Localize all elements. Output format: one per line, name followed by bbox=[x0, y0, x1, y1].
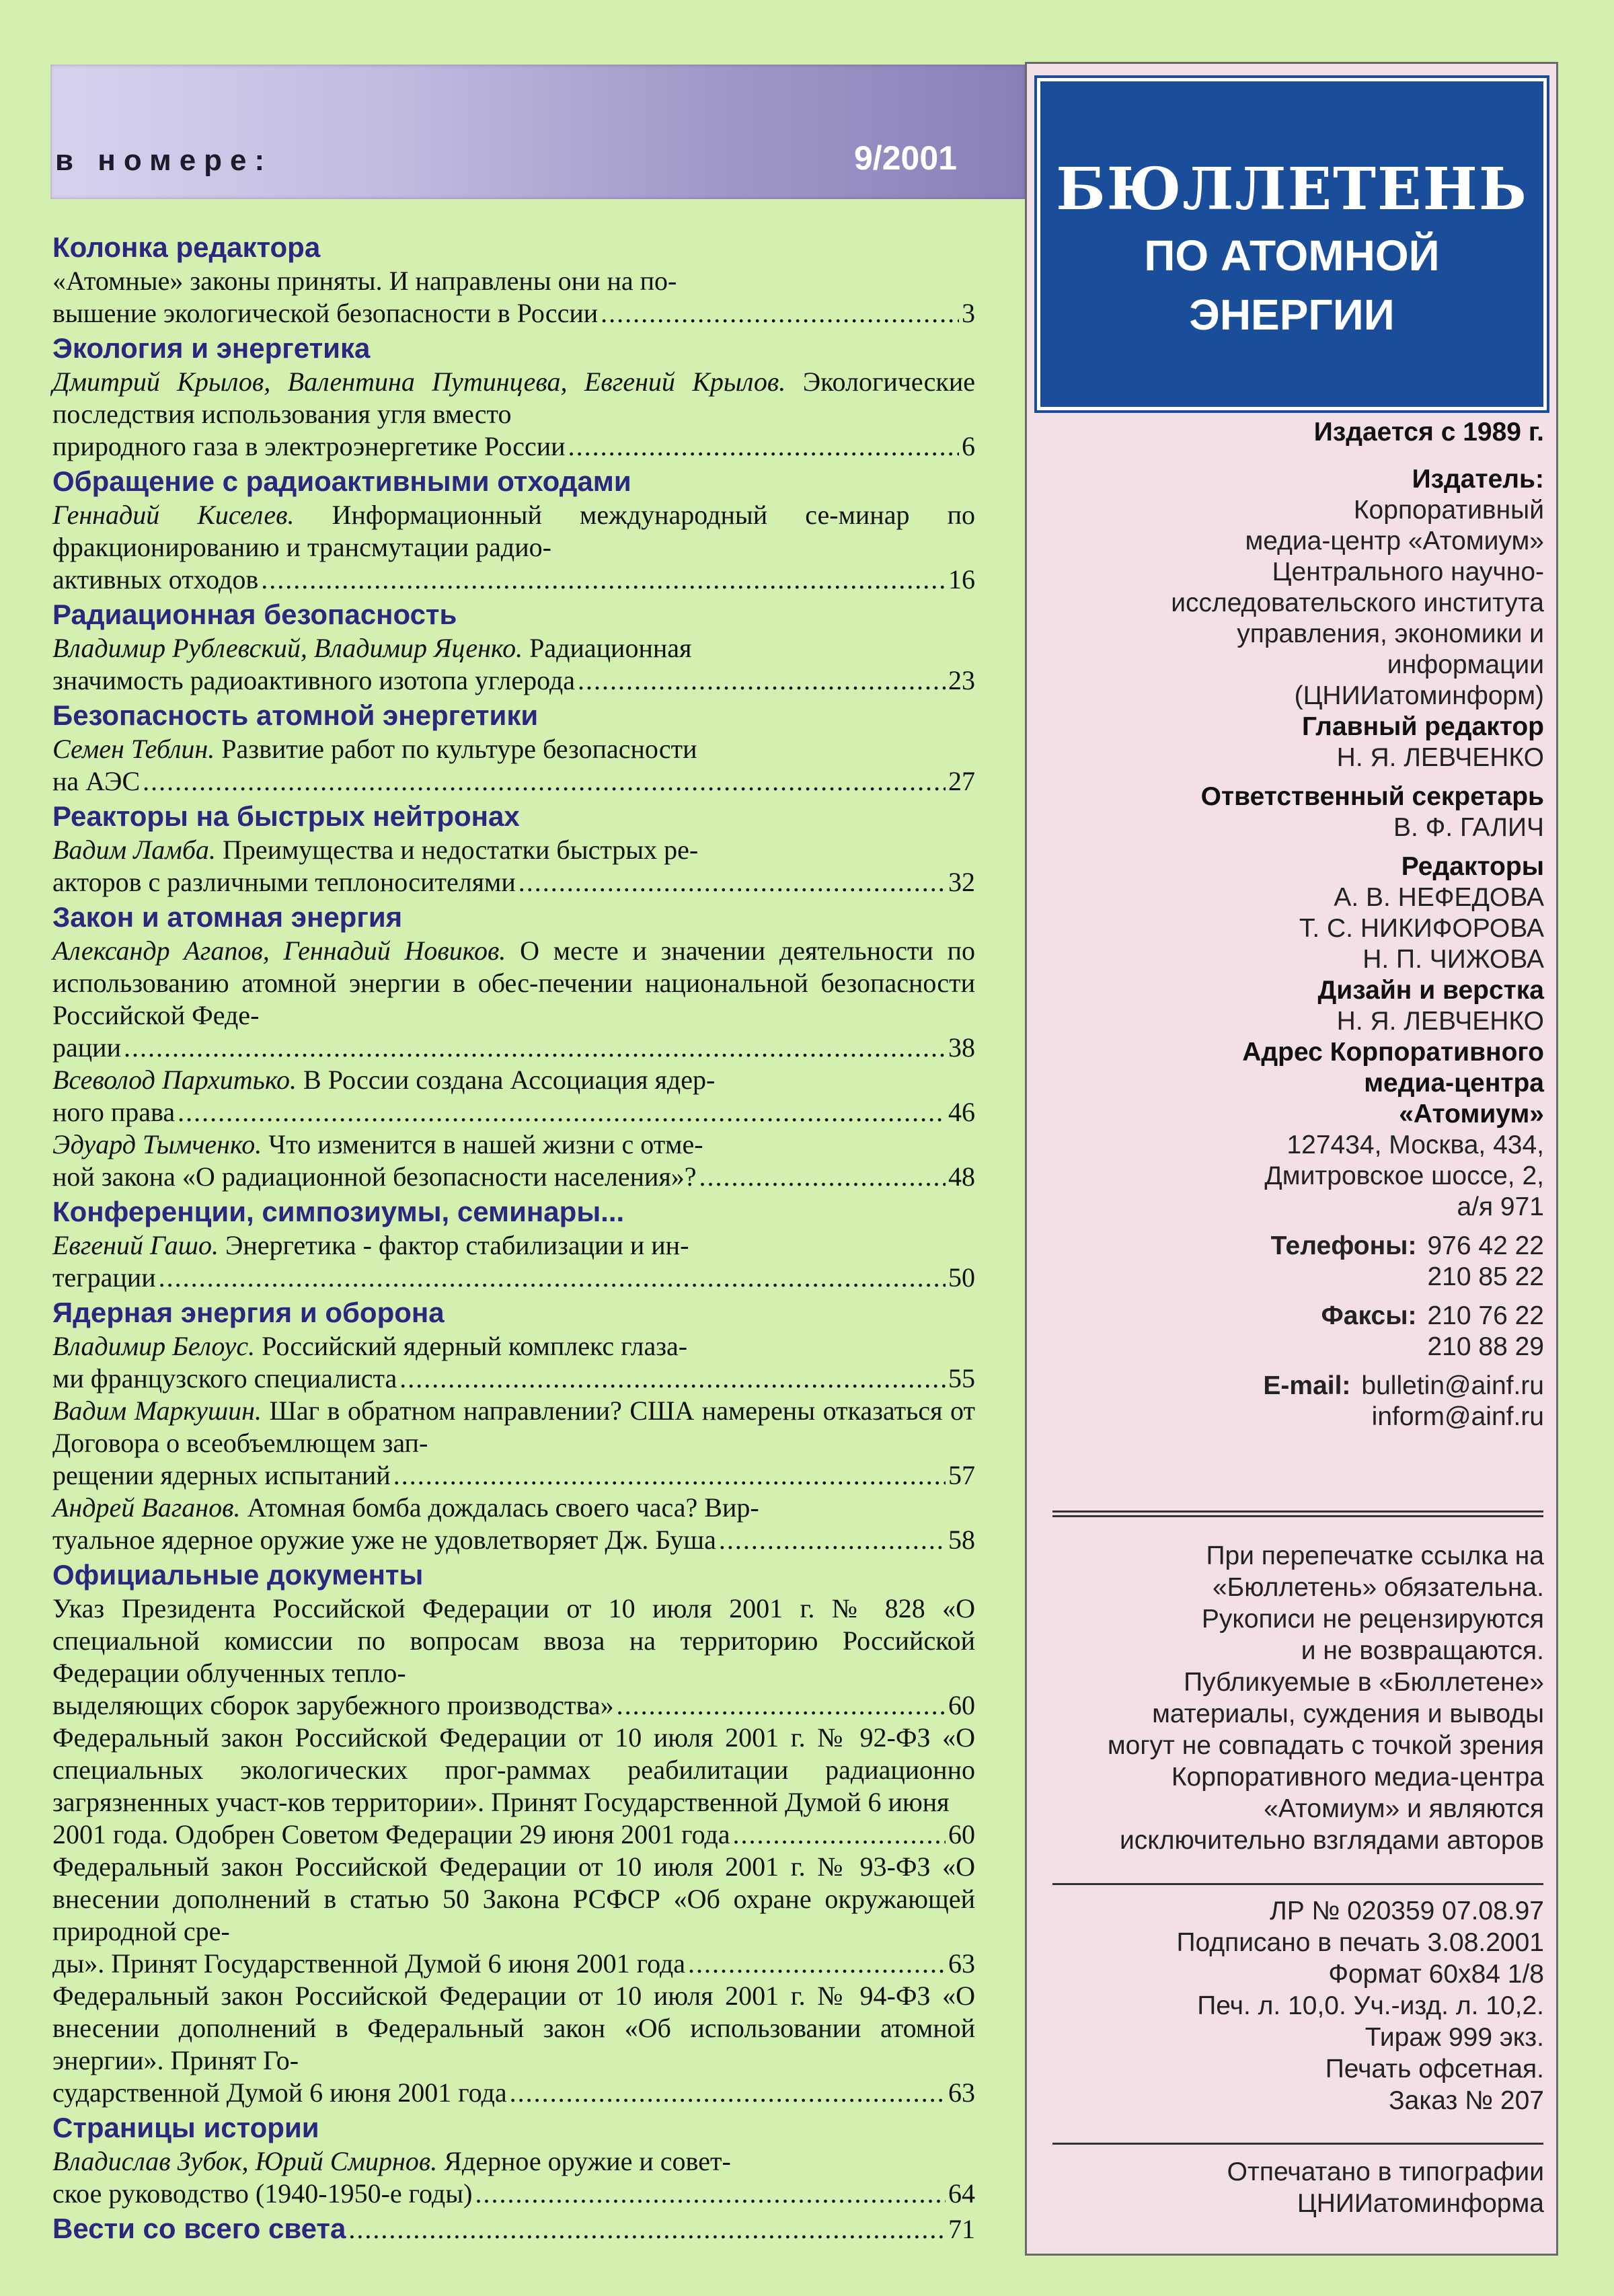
divider bbox=[1052, 1883, 1543, 1885]
note-line: При перепечатке ссылка на bbox=[1206, 1541, 1544, 1570]
toc-entry[interactable] bbox=[52, 834, 975, 898]
imprint bbox=[1029, 1895, 1544, 2116]
imprint-line: ЛР № 020359 07.08.97 bbox=[1270, 1897, 1544, 1925]
phones-label: Телефоны: bbox=[1270, 1231, 1417, 1260]
publisher-line: медиа-центр «Атомиум» bbox=[1245, 527, 1544, 556]
faxes-label: Факсы: bbox=[1321, 1301, 1417, 1330]
entry-authors: Всеволод Пархитько. bbox=[52, 1065, 297, 1095]
section-heading: Официальные документы bbox=[52, 1559, 424, 1591]
entry-title: Ядерное оружие и совет- bbox=[444, 2146, 731, 2176]
toc-entry[interactable] bbox=[52, 1593, 975, 1722]
imprint-line: Подписано в печать 3.08.2001 bbox=[1176, 1928, 1544, 1957]
note-line: «Бюллетень» обязательна. bbox=[1212, 1573, 1544, 1602]
masthead-info bbox=[1036, 417, 1544, 1432]
address-label: медиа-центра bbox=[1364, 1069, 1544, 1098]
section-heading: Вести со всего света bbox=[52, 2213, 346, 2244]
page-number: 63 bbox=[948, 1948, 975, 1979]
toc-entry[interactable] bbox=[52, 1851, 975, 1980]
page-number: 60 bbox=[948, 1819, 975, 1849]
entry-title: Шаг в обратном направлении? США намерены отказаться от Договора о всеобъемлющем зап- bbox=[52, 1395, 976, 1458]
entry-title: Федеральный закон Российской Федерации от 10 июля 2001 г. № 94-ФЗ «О внесении дополнений в Федеральный закон «Об использовании атомной энергии». Принят Го- bbox=[52, 1981, 975, 2075]
section-heading: Конференции, симпозиумы, семинары... bbox=[52, 1196, 625, 1227]
page-number: 27 bbox=[948, 766, 975, 796]
toc-entry[interactable] bbox=[52, 265, 975, 330]
phones bbox=[1036, 1231, 1544, 1293]
section-heading: Колонка редактора bbox=[52, 231, 321, 263]
note-line: исключительно взглядами авторов bbox=[1119, 1826, 1544, 1855]
toc-entry[interactable] bbox=[52, 632, 975, 697]
page-number: 63 bbox=[948, 2077, 975, 2108]
logo-line: БЮЛЛЕТЕНЬ bbox=[1056, 155, 1528, 223]
address-line: 127434, Москва, 434, bbox=[1286, 1131, 1544, 1159]
entry-title-end: ды». Принят Государственной Думой 6 июня 2001 года bbox=[52, 1948, 686, 1979]
entry-authors: Владимир Рублевский, Владимир Яценко. bbox=[52, 633, 523, 663]
toc-entry[interactable] bbox=[52, 2145, 975, 2210]
publisher-line: Корпоративный bbox=[1353, 496, 1544, 525]
toc-entry[interactable] bbox=[52, 935, 975, 1064]
entry-title-end: ское руководство (1940-1950-е годы) bbox=[52, 2178, 473, 2209]
entry-title-end: акторов с различными теплоносителями bbox=[52, 867, 516, 897]
toc-entry[interactable] bbox=[52, 366, 975, 463]
emails bbox=[1036, 1371, 1544, 1402]
page-number: 50 bbox=[948, 1262, 975, 1293]
entry-title-end: активных отходов bbox=[52, 564, 259, 595]
toc-entry[interactable] bbox=[52, 1980, 975, 2109]
page-number: 55 bbox=[948, 1363, 975, 1393]
chief-editor-label: Главный редактор bbox=[1302, 712, 1544, 741]
imprint-line: Печать офсетная. bbox=[1325, 2055, 1544, 2083]
editors-label: Редакторы bbox=[1401, 852, 1544, 881]
page-number: 71 bbox=[948, 2214, 975, 2244]
entry-authors: Александр Агапов, Геннадий Новиков. bbox=[52, 935, 506, 966]
entry-title: Что изменится в нашей жизни с отме- bbox=[268, 1129, 703, 1159]
toc-entry[interactable] bbox=[52, 1128, 975, 1193]
entry-authors: Эдуард Тымченко. bbox=[52, 1129, 262, 1159]
logo-line: ПО АТОМНОЙ bbox=[1144, 231, 1440, 280]
chief-editor: Н. Я. ЛЕВЧЕНКО bbox=[1336, 743, 1544, 772]
printed-line: ЦНИИатоминформа bbox=[1297, 2189, 1544, 2218]
entry-title: Развитие работ по культуре безопасности bbox=[221, 734, 697, 764]
bulletin-logo bbox=[1037, 78, 1547, 410]
section-heading: Страницы истории bbox=[52, 2112, 319, 2143]
entry-title: Преимущества и недостатки быстрых ре- bbox=[222, 835, 699, 865]
page-number: 60 bbox=[948, 1690, 975, 1720]
entry-title: Информационный международный се-минар по фракционированию и трансмутации радио- bbox=[52, 500, 976, 562]
section-heading: Ядерная энергия и оборона bbox=[52, 1297, 445, 1328]
entry-title: Федеральный закон Российской Федерации от 10 июля 2001 г. № 92-ФЗ «О специальных экологических прог-раммах реабилитации радиационно загрязненных участ-ков территории». Принят Государственной Думой 6 июня bbox=[52, 1722, 975, 1817]
entry-authors: Вадим Маркушин. bbox=[52, 1395, 262, 1426]
page-number: 16 bbox=[948, 564, 975, 595]
entry-authors: Евгений Гашо. bbox=[52, 1230, 219, 1260]
page-number: 6 bbox=[962, 431, 975, 461]
entry-title: Экологические последствия использования угля вместо bbox=[52, 367, 976, 429]
secretary-label: Ответственный секретарь bbox=[1200, 782, 1544, 811]
since-year: Издается с 1989 г. bbox=[1313, 418, 1544, 447]
section-heading: Радиационная безопасность bbox=[52, 599, 457, 630]
entry-title-end: 2001 года. Одобрен Советом Федерации 29 июня 2001 года bbox=[52, 1819, 730, 1849]
entry-authors: Вадим Ламба. bbox=[52, 835, 216, 865]
toc-entry[interactable] bbox=[52, 2211, 975, 2246]
publisher-line: (ЦНИИатоминформ) bbox=[1294, 681, 1544, 710]
entry-authors: Андрей Ваганов. bbox=[52, 1492, 241, 1523]
toc-entry[interactable] bbox=[52, 1722, 975, 1851]
divider bbox=[1052, 1510, 1543, 1517]
imprint-line: Формат 60x84 1/8 bbox=[1328, 1960, 1544, 1989]
email-link[interactable]: inform@ainf.ru bbox=[1371, 1402, 1544, 1431]
toc-entry[interactable] bbox=[52, 1492, 975, 1556]
note-line: Корпоративного медиа-центра bbox=[1171, 1763, 1544, 1792]
entry-authors: Семен Теблин. bbox=[52, 734, 215, 764]
toc-entry[interactable] bbox=[52, 733, 975, 798]
publisher-line: исследовательского института bbox=[1171, 588, 1544, 617]
divider bbox=[1052, 2143, 1543, 2145]
note-line: могут не совпадать с точкой зрения bbox=[1107, 1731, 1544, 1760]
address-line: а/я 971 bbox=[1457, 1192, 1544, 1221]
editor: Т. С. НИКИФОРОВА bbox=[1299, 914, 1544, 943]
entry-title: Энергетика - фактор стабилизации и ин- bbox=[225, 1230, 689, 1260]
email-label: E-mail: bbox=[1263, 1371, 1351, 1400]
fax: 210 88 29 bbox=[1427, 1332, 1544, 1361]
entry-title: Атомная бомба дождалась своего часа? Вир- bbox=[247, 1492, 759, 1523]
entry-title-end: выделяющих сборок зарубежного производства» bbox=[52, 1690, 614, 1720]
designer: Н. Я. ЛЕВЧЕНКО bbox=[1336, 1007, 1544, 1036]
toc-entry[interactable] bbox=[52, 1064, 975, 1128]
entry-title: О месте и значении деятельности по использованию атомной энергии в обес-печении национальной безопасности Российской Феде- bbox=[52, 935, 975, 1030]
entry-title-end: значимость радиоактивного изотопа углерода bbox=[52, 665, 576, 695]
address-label: Адрес Корпоративного bbox=[1242, 1038, 1544, 1067]
address-label: «Атомиум» bbox=[1399, 1100, 1544, 1128]
page-number: 38 bbox=[948, 1032, 975, 1063]
page-number: 64 bbox=[948, 2178, 975, 2209]
entry-title-end: сударственной Думой 6 июня 2001 года bbox=[52, 2077, 507, 2108]
toc-entry[interactable] bbox=[52, 1330, 975, 1395]
entry-title-end: ной закона «О радиационной безопасности населения»? bbox=[52, 1161, 697, 1192]
entry-title-end: ми французского специалиста bbox=[52, 1363, 397, 1393]
note-line: Рукописи не рецензируются bbox=[1201, 1605, 1544, 1634]
page-number: 58 bbox=[948, 1525, 975, 1555]
page-number: 57 bbox=[948, 1460, 975, 1490]
secretary: В. Ф. ГАЛИЧ bbox=[1393, 813, 1544, 842]
editor: Н. П. ЧИЖОВА bbox=[1362, 945, 1544, 974]
entry-title-end: ного права bbox=[52, 1097, 176, 1127]
imprint-line: Тираж 999 экз. bbox=[1365, 2023, 1544, 2052]
reprint-note bbox=[1029, 1540, 1544, 1856]
toc-entry[interactable] bbox=[52, 1395, 975, 1492]
editor: А. В. НЕФЕДОВА bbox=[1334, 883, 1544, 912]
page-number: 46 bbox=[948, 1097, 975, 1127]
publisher-label: Издатель: bbox=[1412, 465, 1544, 494]
entry-title: Российский ядерный комплекс глаза- bbox=[262, 1331, 688, 1361]
toc-entry[interactable] bbox=[52, 1229, 975, 1294]
toc-entry[interactable] bbox=[52, 499, 975, 596]
faxes bbox=[1036, 1301, 1544, 1363]
printed-line: Отпечатано в типографии bbox=[1227, 2157, 1544, 2186]
entry-title: «Атомные» законы приняты. И направлены они на по- bbox=[52, 266, 677, 296]
entry-title-end: туальное ядерное оружие уже не удовлетворяет Дж. Буша bbox=[52, 1525, 716, 1555]
contents-label: в номере: bbox=[55, 144, 273, 177]
logo-line: ЭНЕРГИИ bbox=[1189, 291, 1395, 339]
fax: 210 76 22 bbox=[1427, 1301, 1544, 1330]
section-heading: Закон и атомная энергия bbox=[52, 901, 403, 933]
note-line: материалы, суждения и выводы bbox=[1152, 1699, 1544, 1728]
entry-title: Указ Президента Российской Федерации от 10 июля 2001 г. № 828 «О специальной комиссии по вопросам ввоза на территорию Российской Федерации облученных тепло- bbox=[52, 1593, 975, 1688]
entry-title-end: природного газа в электроэнергетике России bbox=[52, 431, 566, 461]
section-heading: Экология и энергетика bbox=[52, 332, 371, 364]
entry-authors: Владислав Зубок, Юрий Смирнов. bbox=[52, 2146, 438, 2176]
note-line: Публикуемые в «Бюллетене» bbox=[1184, 1668, 1544, 1697]
contents-header-band bbox=[50, 65, 1026, 199]
page-number: 32 bbox=[948, 867, 975, 897]
publisher-line: информации bbox=[1387, 650, 1544, 679]
phone: 976 42 22 bbox=[1427, 1231, 1544, 1260]
email-link[interactable]: bulletin@ainf.ru bbox=[1361, 1371, 1544, 1400]
address-line: Дмитровское шоссе, 2, bbox=[1264, 1161, 1544, 1190]
section-heading: Реакторы на быстрых нейтронах bbox=[52, 800, 520, 832]
printed-by bbox=[1029, 2156, 1544, 2219]
issue-number: 9/2001 bbox=[854, 139, 957, 177]
publisher-line: управления, экономики и bbox=[1237, 619, 1544, 648]
entry-title-end: рещении ядерных испытаний bbox=[52, 1460, 391, 1490]
entry-title-end: рации bbox=[52, 1032, 121, 1063]
phone: 210 85 22 bbox=[1427, 1262, 1544, 1291]
note-line: и не возвращаются. bbox=[1301, 1636, 1544, 1665]
table-of-contents bbox=[52, 229, 975, 2246]
section-heading: Обращение с радиоактивными отходами bbox=[52, 465, 631, 497]
entry-authors: Владимир Белоус. bbox=[52, 1331, 256, 1361]
entry-title-end: на АЭС bbox=[52, 766, 141, 796]
imprint-line: Заказ № 207 bbox=[1389, 2086, 1544, 2115]
section-heading: Безопасность атомной энергетики bbox=[52, 699, 539, 731]
page-number: 48 bbox=[948, 1161, 975, 1192]
page-number: 3 bbox=[962, 298, 975, 328]
entry-title: Федеральный закон Российской Федерации от 10 июля 2001 г. № 93-ФЗ «О внесении дополнений в статью 50 Закона РСФСР «Об охране окружающей природной сре- bbox=[52, 1851, 975, 1946]
entry-title-end: теграции bbox=[52, 1262, 156, 1293]
note-line: «Атомиум» и являются bbox=[1264, 1794, 1544, 1823]
page-number: 23 bbox=[948, 665, 975, 695]
imprint-line: Печ. л. 10,0. Уч.-изд. л. 10,2. bbox=[1197, 1991, 1544, 2020]
entry-authors: Дмитрий Крылов, Валентина Путинцева, Евгений Крылов. bbox=[52, 367, 786, 397]
design-label: Дизайн и верстка bbox=[1317, 976, 1544, 1005]
entry-authors: Геннадий Киселев. bbox=[52, 500, 295, 530]
entry-title-end: вышение экологической безопасности в России bbox=[52, 298, 599, 328]
entry-title: В России создана Ассоциация ядер- bbox=[303, 1065, 716, 1095]
publisher-line: Центрального научно- bbox=[1272, 558, 1544, 586]
entry-title: Радиационная bbox=[529, 633, 692, 663]
